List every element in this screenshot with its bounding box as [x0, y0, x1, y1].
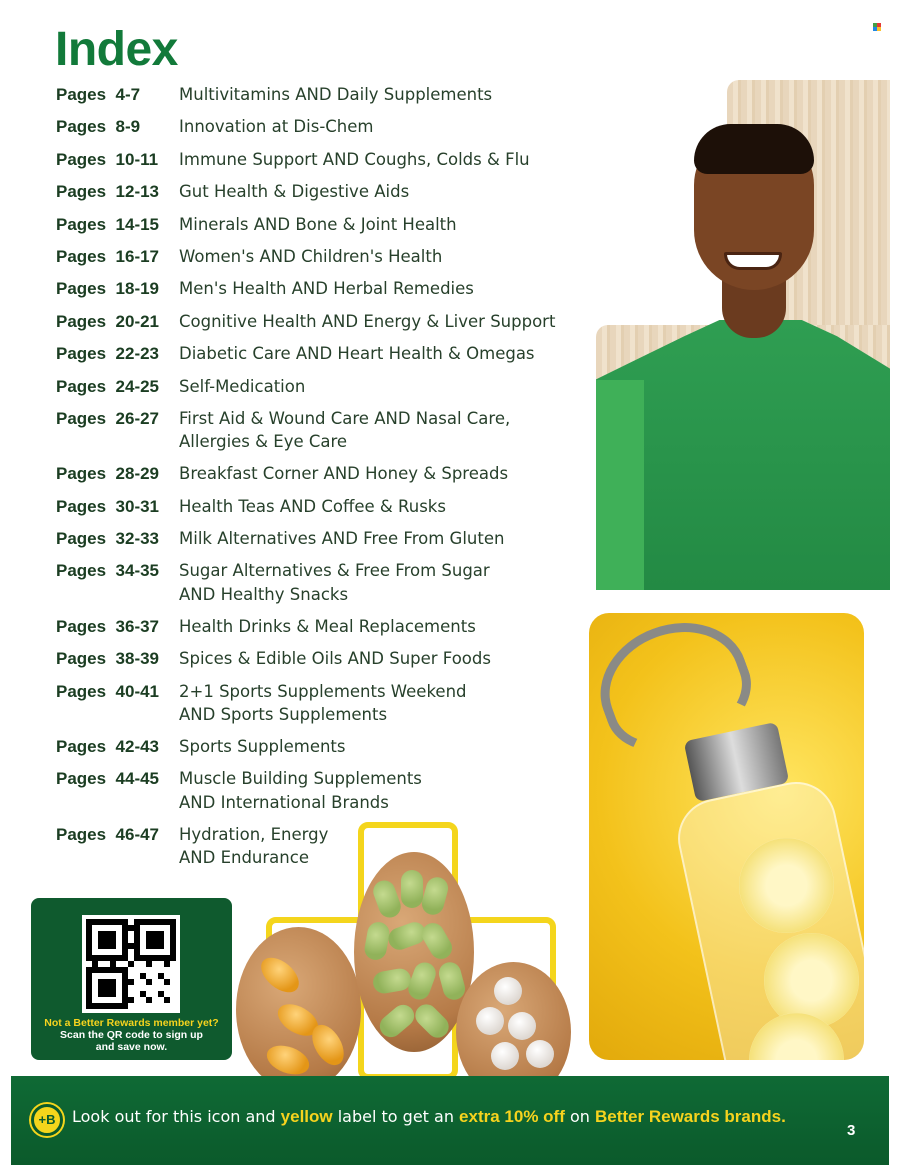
- footer-text-part: Look out for this icon and: [72, 1107, 281, 1126]
- index-pages: Pages 24-25: [56, 376, 160, 396]
- index-topic: Men's Health AND Herbal Remedies: [179, 279, 474, 299]
- index-row: [56, 407, 576, 454]
- hair: [694, 124, 814, 174]
- index-topic: Multivitamins AND Daily Supplements: [179, 85, 493, 104]
- brand-logo-icon: [873, 23, 881, 31]
- index-topic: Gut Health & Digestive Aids: [179, 182, 410, 202]
- white-tablet: [476, 1007, 504, 1035]
- shirt-panel: [596, 380, 644, 590]
- index-topic: Health Drinks & Meal Replacements: [179, 616, 476, 636]
- index-topic: Sugar Alternatives & Free From Sugar AND Healthy Snacks: [179, 561, 490, 604]
- rewards-qr-card: [31, 898, 232, 1060]
- footer-message: [72, 1107, 786, 1127]
- index-row: [56, 735, 576, 759]
- better-rewards-icon: +B: [31, 1104, 63, 1136]
- index-pages: Pages 28-29: [56, 464, 160, 484]
- index-topic: Immune Support AND Coughs, Colds & Flu: [179, 149, 530, 169]
- index-row: [56, 83, 576, 107]
- index-row: [56, 180, 576, 204]
- index-pages: Pages 40-41: [56, 681, 160, 701]
- index-pages: Pages 18-19: [56, 279, 160, 299]
- footer-highlight: extra 10% off: [459, 1107, 565, 1126]
- index-row: [56, 527, 576, 551]
- index-row: [56, 495, 576, 519]
- index-row: [56, 115, 576, 139]
- white-tablet: [491, 1042, 519, 1070]
- lemon-slice: [739, 838, 834, 933]
- white-tablet: [508, 1012, 536, 1040]
- index-pages: Pages 44-45: [56, 769, 160, 789]
- index-topic: Innovation at Dis-Chem: [179, 117, 374, 137]
- qr-card-instruction: Scan the QR code to sign up: [60, 1029, 203, 1041]
- page-title: Index: [55, 23, 178, 76]
- index-topic: Health Teas AND Coffee & Rusks: [179, 496, 446, 516]
- index-topic: Diabetic Care AND Heart Health & Omegas: [179, 344, 535, 364]
- index-row: [56, 342, 576, 366]
- index-row: [56, 375, 576, 399]
- index-row: [56, 462, 576, 486]
- index-topic: First Aid & Wound Care AND Nasal Care, Allergies & Eye Care: [179, 408, 511, 452]
- footer-highlight: Better Rewards brands.: [594, 1107, 786, 1126]
- white-tablet: [526, 1040, 554, 1068]
- index-pages: Pages 32-33: [56, 529, 160, 549]
- lemon-slice: [764, 933, 859, 1028]
- index-topic: Sports Supplements: [179, 737, 346, 757]
- index-topic: 2+1 Sports Supplements Weekend AND Sports Supplements: [179, 681, 467, 725]
- qr-code-pattern: [86, 919, 176, 1009]
- index-row: [56, 559, 576, 606]
- index-pages: Pages 38-39: [56, 649, 160, 669]
- qr-card-text: [31, 1017, 232, 1053]
- index-topic: Hydration, Energy AND Endurance: [179, 824, 329, 868]
- index-row: [56, 310, 576, 334]
- index-row: [56, 680, 576, 727]
- index-pages: Pages 16-17: [56, 246, 160, 266]
- index-pages: Pages 46-47: [56, 824, 160, 844]
- footer-text-part: on: [564, 1107, 595, 1126]
- index-row: [56, 615, 576, 639]
- water-bottle-photo: [589, 613, 864, 1060]
- index-pages: Pages 20-21: [56, 311, 160, 331]
- index-pages: Pages 34-35: [56, 561, 160, 581]
- index-pages: Pages 8-9: [56, 117, 141, 137]
- white-tablet: [494, 977, 522, 1005]
- index-topic: Women's AND Children's Health: [179, 246, 443, 266]
- index-row: [56, 767, 576, 814]
- index-pages: Pages 30-31: [56, 496, 160, 516]
- index-topic: Spices & Edible Oils AND Super Foods: [179, 649, 491, 669]
- index-pages: Pages 14-15: [56, 214, 160, 234]
- green-tablet: [401, 870, 423, 908]
- index-row: [56, 647, 576, 671]
- index-topic: Milk Alternatives AND Free From Gluten: [179, 529, 505, 549]
- man-photo: [596, 80, 890, 590]
- index-pages: Pages 26-27: [56, 408, 160, 428]
- index-row: [56, 213, 576, 237]
- supplements-photo: [236, 822, 581, 1080]
- index-pages: Pages 22-23: [56, 344, 160, 364]
- footer-highlight: yellow: [280, 1107, 333, 1126]
- index-topic: Minerals AND Bone & Joint Health: [179, 214, 457, 234]
- index-row: [56, 245, 576, 269]
- index-row: [56, 277, 576, 301]
- index-topic: Breakfast Corner AND Honey & Spreads: [179, 464, 509, 484]
- qr-card-instruction-2: and save now.: [95, 1041, 168, 1053]
- index-pages: Pages 42-43: [56, 737, 160, 757]
- index-pages: Pages 36-37: [56, 616, 160, 636]
- index-pages: Pages 12-13: [56, 182, 160, 202]
- index-topic: Cognitive Health AND Energy & Liver Support: [179, 311, 556, 331]
- index-topic: Self-Medication: [179, 376, 306, 396]
- index-row: [56, 148, 576, 172]
- index-topic: Muscle Building Supplements AND International Brands: [179, 769, 422, 812]
- smile: [724, 252, 782, 270]
- index-pages: Pages 4-7: [56, 85, 141, 104]
- index-list: [56, 83, 576, 878]
- index-pages: Pages 10-11: [56, 149, 159, 169]
- qr-card-headline: Not a Better Rewards member yet?: [44, 1017, 219, 1029]
- page-number: 3: [847, 1122, 856, 1139]
- qr-code[interactable]: [82, 915, 180, 1013]
- footer-banner: [11, 1076, 889, 1165]
- footer-text-part: label to get an: [332, 1107, 460, 1126]
